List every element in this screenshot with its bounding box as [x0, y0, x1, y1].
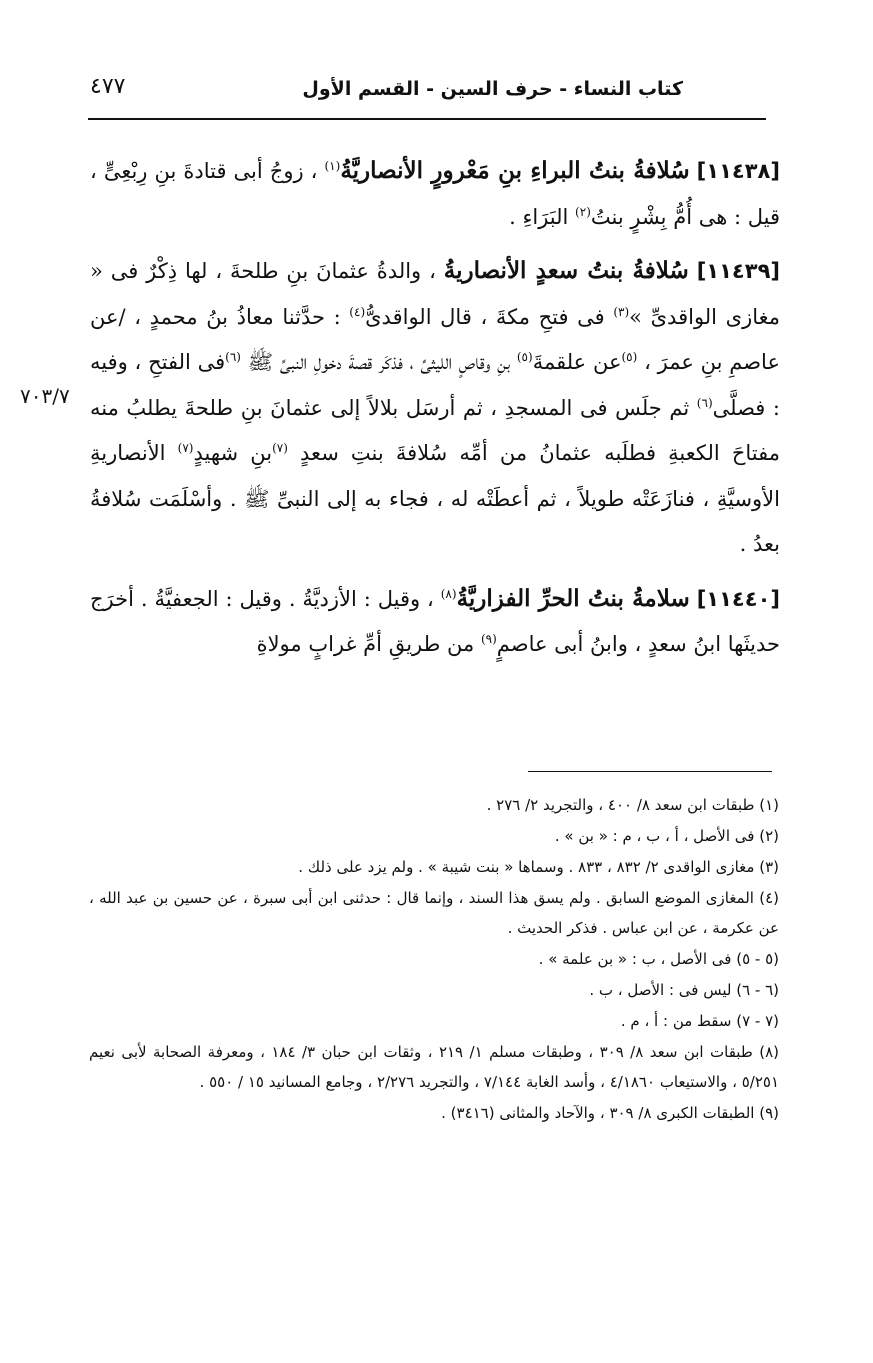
footnote-text: فى الأصل ، أ ، ب ، م : « بن » .	[554, 827, 760, 845]
main-text	[90, 148, 780, 676]
footnote-3	[89, 852, 779, 882]
entry-text: ، وقيل : الأزديَّةُ . وقيل : الجعفيَّةُ . أخرَج حديثَها ابنُ سعدٍ ، وابنُ أبى عاصمٍ	[90, 586, 780, 656]
footnote-text: المغازى الموضع السابق . ولم يسق هذا السند ، وإنما قال : حدثنى ابن أبى سبرة ، عن حسين بن عبد الله ، عن عكرمة ، عن ابن عباس . فذكر الحديث .	[89, 889, 779, 937]
footnote-7	[89, 1006, 779, 1036]
footnote-text: الطبقات الكبرى ٨/ ٣٠٩ ، والآحاد والمثانى (٣٤١٦) .	[441, 1104, 760, 1122]
entry-number: [١١٤٣٨]	[696, 159, 780, 183]
footnote-text: سقط من : أ ، م .	[620, 1012, 737, 1030]
footnotes	[89, 790, 779, 1129]
footnote-label: (٥ - ٥)	[736, 950, 779, 968]
entry-number: [١١٤٣٩]	[696, 259, 780, 283]
footnote-4	[89, 883, 779, 943]
entry-name: سُلافةُ بنتُ سعدٍ الأنصاريةُ	[443, 257, 689, 284]
entry-11440	[90, 576, 780, 668]
footnote-text: فى الأصل ، ب : « بن علمة » .	[538, 950, 737, 968]
entry-text: بنِ وقاصٍ الليثىِّ ، فذكَر قصةَ دخولِ النبىِّ ﷺ	[240, 350, 517, 374]
footnote-label: (٢)	[759, 827, 779, 845]
entry-11438	[90, 148, 780, 240]
footnote-ref: (٩)	[480, 632, 497, 646]
entry-11439	[90, 248, 780, 568]
footnote-rule	[528, 771, 772, 772]
entry-text: : حدَّثنا معاذُ بنُ محمدٍ ، /عن عاصمِ بنِ عمرَ ،	[90, 304, 780, 374]
footnote-8	[89, 1037, 779, 1097]
footnote-ref: (٨)	[440, 586, 457, 601]
footnote-ref: (٣)	[613, 304, 630, 319]
footnote-label: (٨)	[759, 1043, 779, 1061]
running-head: كتاب النساء - حرف السين - القسم الأول	[302, 78, 683, 100]
footnote-label: (٣)	[759, 858, 779, 876]
footnote-text: مغازى الواقدى ٢/ ٨٣٢ ، ٨٣٣ . وسماها « بنت شيبة » . ولم يزد على ذلك .	[298, 858, 760, 876]
entry-text: ، والدةُ عثمانَ بنِ طلحةَ ، لها ذِكْرٌ فى « مغازى الواقدىِّ »	[90, 259, 780, 329]
header-rule	[88, 118, 766, 120]
footnote-ref: (٥)	[516, 350, 533, 364]
entry-text: البَرَاءِ .	[509, 204, 576, 229]
footnote-1	[89, 790, 779, 820]
entry-text: من طريقِ أمِّ غرابٍ مولاةِ	[256, 632, 481, 656]
footnote-ref: (١)	[324, 159, 341, 173]
entry-text: فى الفتحِ ، وفيه : فصلَّى	[90, 350, 780, 420]
footnote-text: طبقات ابن سعد ٨/ ٣٠٩ ، وطبقات مسلم ١/ ٢١٩ ، وثقات ابن حبان ٣/ ١٨٤ ، ومعرفة الصحابة لأبى نعيم ٥/٢٥١ ، والاستيعاب ٤/١٨٦٠ ، وأسد الغابة ٧/١٤٤ ، والتجريد ٢/٢٧٦ ، وجامع المسانيد ١٥ / ٥٥٠ .	[89, 1043, 779, 1091]
footnote-ref: (٧)	[177, 441, 194, 455]
footnote-text: ليس فى : الأصل ، ب .	[589, 981, 737, 999]
footnote-label: (٦ - ٦)	[736, 981, 779, 999]
margin-reference: ٧٠٣/٧	[20, 384, 70, 408]
footnote-label: (٧ - ٧)	[736, 1012, 779, 1030]
footnote-label: (١)	[759, 796, 779, 814]
footnote-2	[89, 821, 779, 851]
footnote-ref: (٦)	[225, 350, 241, 364]
footnote-6	[89, 975, 779, 1005]
footnote-label: (٤)	[759, 889, 779, 907]
entry-text: ، زوجُ أبى قتادةَ بنِ رِبْعِىٍّ ، قيل : هى أُمُّ بِشْرٍ بنتُ	[90, 159, 780, 229]
footnote-ref: (٢)	[575, 204, 591, 219]
footnote-ref: (٦)	[696, 395, 713, 410]
footnote-ref: (٤)	[349, 304, 366, 319]
entry-text: ثم جلَس فى المسجدِ ، ثم أرسَل بلالاً إلى عثمانَ بنِ طلحةَ يطلبُ منه مفتاحَ الكعبةِ فطلَبه عثمانُ من أمِّه سُلافةَ بنتِ سعدٍ	[90, 395, 780, 465]
footnote-9	[89, 1098, 779, 1128]
entry-text: عن علقمةَ	[532, 350, 622, 374]
footnote-ref: (٧)	[272, 441, 288, 455]
entry-name: سلامةُ بنتُ الحرِّ الفزاريَّةُ	[456, 584, 690, 612]
entry-name: سُلافةُ بنتُ البراءِ بنِ مَعْرورٍ الأنصاريَّةُ	[340, 157, 690, 184]
footnote-5	[89, 944, 779, 974]
entry-text: الأنصاريةِ الأوسيَّةِ ، فنازَعَتْه طويلاً ، ثم أعطَتْه له ، فجاء به إلى النبىِّ ﷺ . وأسْلَمَت سُلافةُ بعدُ .	[90, 441, 780, 556]
footnote-label: (٩)	[759, 1104, 779, 1122]
entry-number: [١١٤٤٠]	[696, 586, 780, 611]
entry-text: بنِ شهيدٍ	[193, 441, 273, 465]
entry-text: فى فتحِ مكةَ ، قال الواقدىُّ	[365, 304, 614, 329]
footnote-text: طبقات ابن سعد ٨/ ٤٠٠ ، والتجريد ٢/ ٢٧٦ .	[486, 796, 760, 814]
page-number: ٤٧٧	[90, 74, 126, 99]
footnote-ref: (٥)	[621, 350, 638, 364]
